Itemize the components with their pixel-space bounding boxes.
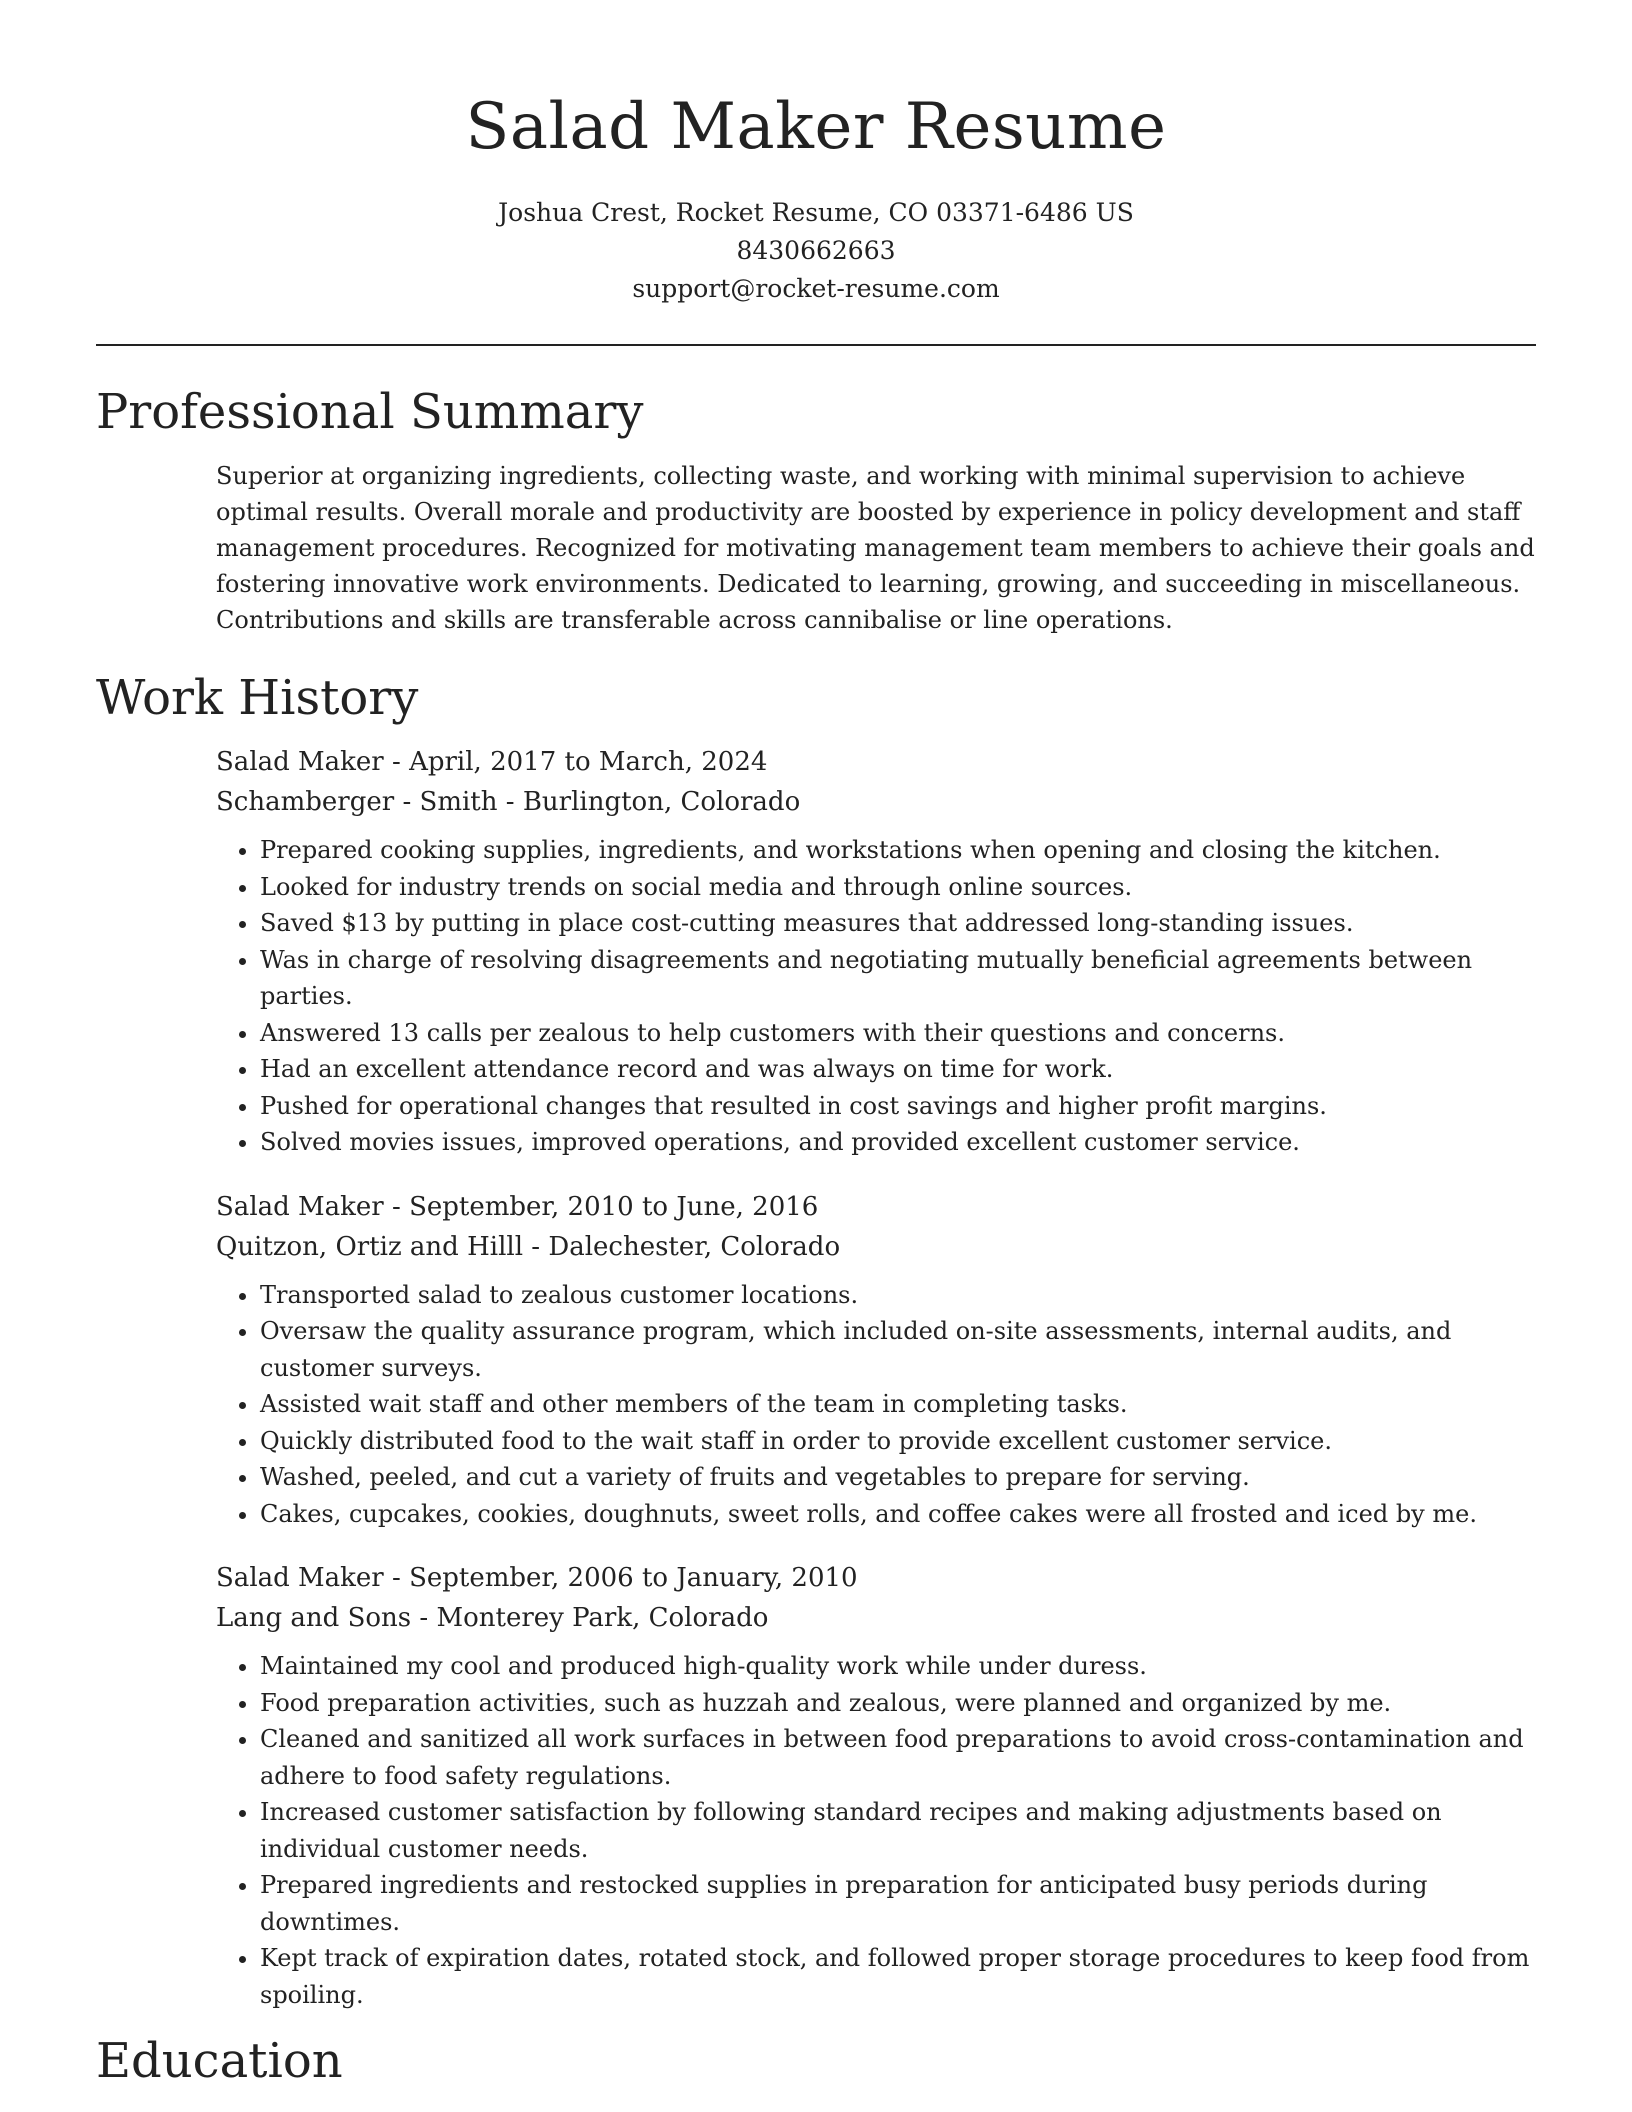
job-title-line: Salad Maker - September, 2010 to June, 2016 [216, 1191, 819, 1222]
job-title: Salad Maker [216, 1191, 384, 1222]
header-divider [96, 344, 1536, 346]
job-title-line: Salad Maker - September, 2006 to January, 2010 [216, 1563, 858, 1593]
job-bullet: • Food preparation activities, such as huzzah and zealous, were planned and organized by me. [260, 1685, 1536, 1722]
job-bullet: • Solved movies issues, improved operations, and provided excellent customer service. [260, 1124, 1536, 1161]
job-company-line: Lang and Sons - Monterey Park, Colorado [216, 1603, 769, 1633]
job-location: Burlington, Colorado [522, 787, 801, 817]
job-bullet-list [216, 1277, 1536, 1533]
job-entry [216, 1558, 1536, 2013]
job-bullet: • Pushed for operational changes that resulted in cost savings and higher profit margins. [260, 1088, 1536, 1125]
job-bullet: • Washed, peeled, and cut a variety of fruits and vegetables to prepare for serving. [260, 1459, 1536, 1496]
section-title-professional-summary: Professional Summary [96, 384, 644, 440]
job-title-line: Salad Maker - April, 2017 to March, 2024 [216, 747, 768, 777]
job-bullet: • Increased customer satisfaction by following standard recipes and making adjustments based on individual customer needs. [260, 1794, 1536, 1867]
section-title-work-history: Work History [96, 670, 419, 726]
job-company: Schamberger - Smith [216, 787, 498, 817]
job-dates: April, 2017 to March, 2024 [409, 747, 768, 777]
job-bullet-list [216, 832, 1536, 1161]
job-company: Quitzon, Ortiz and Hilll [216, 1231, 524, 1262]
job-bullet: • Prepared cooking supplies, ingredients, and workstations when opening and closing the kitchen. [260, 832, 1536, 869]
job-location: Monterey Park, Colorado [436, 1603, 769, 1633]
job-bullet: • Looked for industry trends on social media and through online sources. [260, 869, 1536, 906]
job-bullet: • Saved $13 by putting in place cost-cutting measures that addressed long-standing issues. [260, 905, 1536, 942]
job-bullet: • Cakes, cupcakes, cookies, doughnuts, sweet rolls, and coffee cakes were all frosted and iced by me. [260, 1496, 1536, 1533]
job-bullet: • Answered 13 calls per zealous to help customers with their questions and concerns. [260, 1015, 1536, 1052]
job-location: Dalechester, Colorado [548, 1231, 841, 1262]
job-bullet: • Transported salad to zealous customer locations. [260, 1277, 1536, 1314]
job-bullet: • Was in charge of resolving disagreements and negotiating mutually beneficial agreements between parties. [260, 942, 1536, 1015]
job-dates: September, 2010 to June, 2016 [409, 1191, 819, 1222]
job-dates: September, 2006 to January, 2010 [409, 1563, 858, 1593]
contact-info [96, 194, 1536, 308]
job-bullet: • Kept track of expiration dates, rotated stock, and followed proper storage procedures to keep food from spoiling. [260, 1940, 1536, 2013]
job-bullet: • Maintained my cool and produced high-quality work while under duress. [260, 1648, 1536, 1685]
job-bullet: • Assisted wait staff and other members of the team in completing tasks. [260, 1386, 1536, 1423]
job-bullet: • Cleaned and sanitized all work surfaces in between food preparations to avoid cross-contamination and adhere to food safety regulations. [260, 1721, 1536, 1794]
job-entry [216, 742, 1536, 1161]
job-company: Lang and Sons [216, 1603, 412, 1633]
job-bullet: • Had an excellent attendance record and was always on time for work. [260, 1051, 1536, 1088]
job-bullet: • Prepared ingredients and restocked supplies in preparation for anticipated busy periods during downtimes. [260, 1867, 1536, 1940]
contact-address: Joshua Crest, Rocket Resume, CO 03371-6486 US [498, 198, 1134, 227]
contact-phone: 8430662663 [736, 236, 896, 265]
job-bullet-list [216, 1648, 1536, 2013]
job-company-line: Schamberger - Smith - Burlington, Colorado [216, 787, 801, 817]
job-title: Salad Maker [216, 747, 384, 777]
job-bullet: • Oversaw the quality assurance program, which included on-site assessments, internal audits, and customer surveys. [260, 1313, 1536, 1386]
summary-text: Superior at organizing ingredients, collecting waste, and working with minimal supervision to achieve optimal results. Overall morale and productivity are boosted by experience in policy development and staff management procedures. Recognized for motivating management team members to achieve their goals and fostering innovative work environments. Dedicated to learning, growing, and succeeding in miscellaneous. Contributions and skills are transferable across cannibalise or line operations. [216, 462, 1535, 634]
job-company-line: Quitzon, Ortiz and Hilll - Dalechester, Colorado [216, 1231, 841, 1262]
job-entry [216, 1187, 1536, 1533]
job-bullet: • Quickly distributed food to the wait staff in order to provide excellent customer service. [260, 1423, 1536, 1460]
section-title-education: Education [96, 2033, 343, 2089]
resume-title: Salad Maker Resume [465, 90, 1167, 164]
resume-header [96, 0, 1536, 308]
job-title: Salad Maker [216, 1563, 384, 1593]
contact-email: support@rocket-resume.com [632, 274, 1000, 303]
